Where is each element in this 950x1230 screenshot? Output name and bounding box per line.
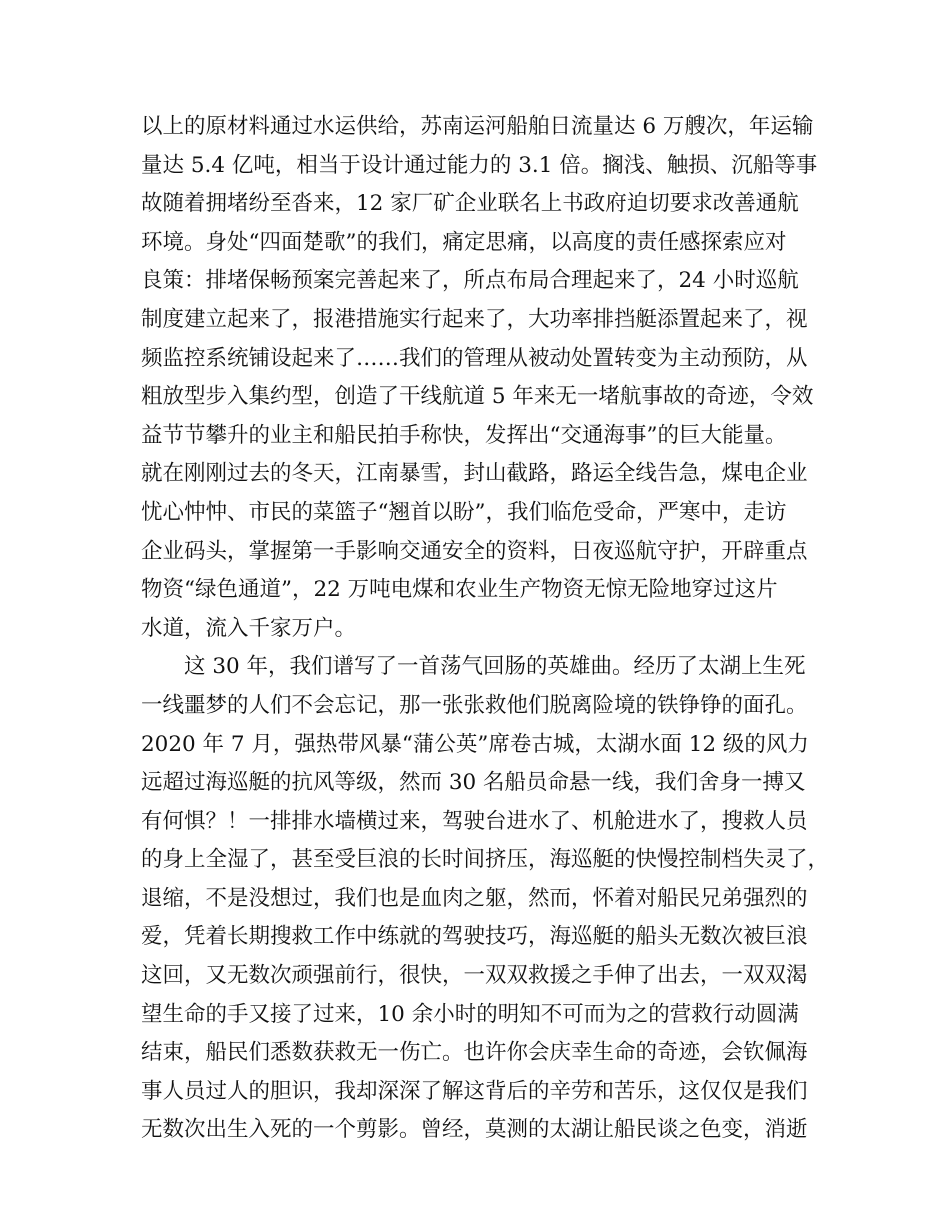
text-line: 环境。身处“四面楚歌”的我们，痛定思痛，以高度的责任感探索应对: [141, 229, 787, 255]
text-line: 这回，又无数次顽强前行，很快，一双双救援之手伸了出去，一双双渴: [141, 963, 808, 989]
text-line: 就在刚刚过去的冬天，江南暴雪，封山截路，路运全线告急，煤电企业: [141, 461, 808, 487]
paragraph-1: [141, 108, 841, 648]
text-line: 制度建立起来了，报港措施实行起来了，大功率排挡艇添置起来了，视: [141, 306, 808, 332]
text-line: 粗放型步入集约型，创造了干线航道 5 年来无一堵航事故的奇迹，令效: [141, 384, 814, 410]
body-text: [141, 108, 841, 1150]
text-line: 水道，流入千家万户。: [141, 615, 357, 641]
text-line: 的身上全湿了，甚至受巨浪的长时间挤压，海巡艇的快慢控制档失灵了，: [141, 847, 830, 873]
text-line: 企业码头，掌握第一手影响交通安全的资料，日夜巡航守护，开辟重点: [141, 538, 808, 564]
text-line: 爱，凭着长期搜救工作中练就的驾驶技巧，海巡艇的船头无数次被巨浪: [141, 924, 808, 950]
text-line: 益节节攀升的业主和船民拍手称快，发挥出“交通海事”的巨大能量。: [141, 422, 787, 448]
text-line: 远超过海巡艇的抗风等级，然而 30 名船员命悬一线，我们舍身一搏又: [141, 770, 806, 796]
text-line: 无数次出生入死的一个剪影。曾经，莫测的太湖让船民谈之色变，消逝: [141, 1117, 808, 1143]
text-line: 良策：排堵保畅预案完善起来了，所点布局合理起来了，24 小时巡航: [141, 268, 799, 294]
text-line: 忧心忡忡、市民的菜篮子“翘首以盼”，我们临危受命，严寒中，走访: [141, 499, 787, 525]
paragraph-2: [141, 648, 841, 1150]
text-line: 事人员过人的胆识，我却深深了解这背后的辛劳和苦乐，这仅仅是我们: [141, 1078, 808, 1104]
text-line: 这 30 年，我们谱写了一首荡气回肠的英雄曲。经历了太湖上生死: [184, 654, 806, 680]
text-line: 量达 5.4 亿吨，相当于设计通过能力的 3.1 倍。搁浅、触损、沉船等事: [141, 152, 818, 178]
text-line: 物资“绿色通道”，22 万吨电煤和农业生产物资无惊无险地穿过这片: [141, 577, 778, 603]
text-line: 退缩，不是没想过，我们也是血肉之躯，然而，怀着对船民兄弟强烈的: [141, 885, 808, 911]
text-line: 故随着拥堵纷至沓来，12 家厂矿企业联名上书政府迫切要求改善通航: [141, 191, 799, 217]
text-line: 一线噩梦的人们不会忘记，那一张张救他们脱离险境的铁铮铮的面孔。: [141, 692, 808, 718]
text-line: 结束，船民们悉数获救无一伤亡。也许你会庆幸生命的奇迹，会钦佩海: [141, 1040, 808, 1066]
text-line: 以上的原材料通过水运供给，苏南运河船舶日流量达 6 万艘次，年运输: [141, 114, 814, 139]
text-line: 频监控系统铺设起来了……我们的管理从被动处置转变为主动预防，从: [141, 345, 808, 371]
text-line: 有何惧？！一排排水墙横过来，驾驶台进水了、机舱进水了，搜救人员: [141, 808, 808, 834]
text-line: 2020 年 7 月，强热带风暴“蒲公英”席卷古城，太湖水面 12 级的风力: [141, 731, 809, 757]
text-line: 望生命的手又接了过来，10 余小时的明知不可而为之的营救行动圆满: [141, 1001, 799, 1027]
